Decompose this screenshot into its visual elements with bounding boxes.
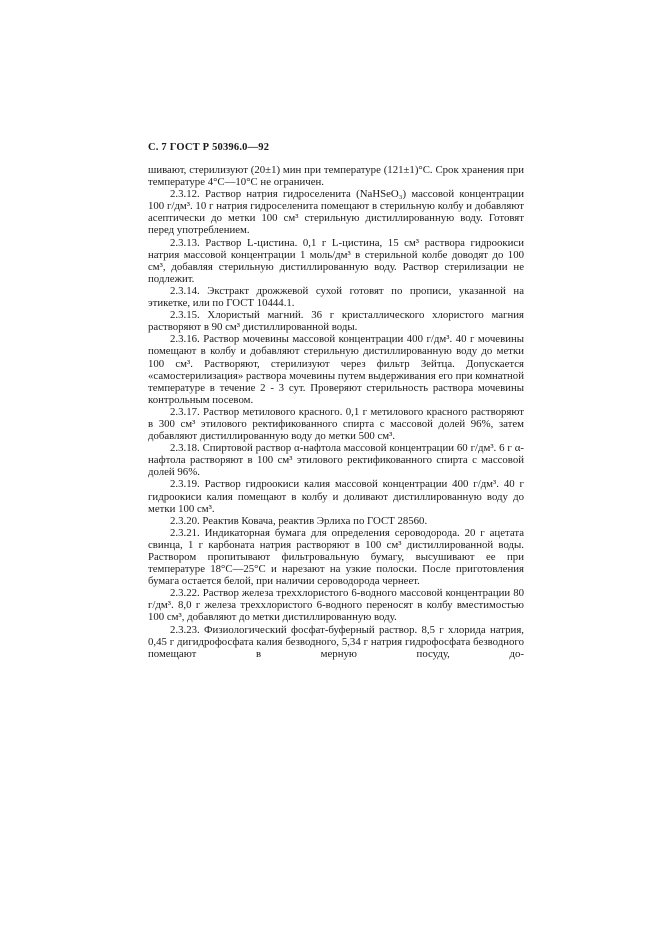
paragraph-2-3-21: 2.3.21. Индикаторная бумага для определения сероводорода. 20 г ацетата свинца, 1 г карбоната натрия растворяют в 100 см³ дистиллированной воды. Раствором пропитывают фильтровальную бумагу, высушивают ее при температуре 18°С—25°С и нарезают на узкие полоски. После приготовления бумага остается белой, при наличии сероводорода чернеет. [148, 526, 524, 588]
paragraph-2-3-19: 2.3.19. Раствор гидроокиси калия массовой концентрации 400 г/дм³. 40 г гидроокиси калия помещают в колбу и доливают дистиллированную воду до метки 100 см³. [148, 478, 524, 515]
paragraph-2-3-23: 2.3.23. Физиологический фосфат-буферный раствор. 8,5 г хлорида натрия, 0,45 г дигидрофосфата калия безводного, 5,34 г натрия гидрофосфата безводного помещают в мерную посуду, до- [148, 623, 524, 660]
paragraph-2-3-17: 2.3.17. Раствор метилового красного. 0,1 г метилового красного растворяют в 300 см³ этилового ректификованного спирта с массовой долей 96%, затем добавляют дистиллированную воду до метки 500 см³. [148, 405, 524, 443]
paragraph-2-3-14: 2.3.14. Экстракт дрожжевой сухой готовят по прописи, указанной на этикетке, или по ГОСТ 10444.1. [148, 284, 524, 310]
paragraph-2-3-20: 2.3.20. Реактив Ковача, реактив Эрлиха по ГОСТ 28560. [170, 514, 428, 527]
document-body [148, 164, 524, 660]
paragraph-2-3-15: 2.3.15. Хлористый магний. 36 г кристаллического хлористого магния растворяют в 90 см³ дистиллированной воды. [148, 309, 524, 334]
paragraph-2-3-18: 2.3.18. Спиртовой раствор α-нафтола массовой концентрации 60 г/дм³. 6 г α-нафтола растворяют в 100 см³ этилового ректификованного спирта с массовой долей 96%. [148, 442, 524, 479]
paragraph-2-3-16: 2.3.16. Раствор мочевины массовой концентрации 400 г/дм³. 40 г мочевины помещают в колбу и добавляют стерильную дистиллированную воду до метки 100 см³. Растворяют, стерилизуют через фильтр Зейтца. Допускается «самостерилизация» раствора мочевины путем выдерживания его при комнатной температуре в течение 2 - 3 сут. Проверяют стерильность раствора мочевины контрольным посевом. [148, 333, 524, 406]
paragraph-continuation: шивают, стерилизуют (20±1) мин при температуре (121±1)°С. Срок хранения при температуре 4°С—10°С не ограничен. [148, 164, 524, 189]
paragraph-2-3-13: 2.3.13. Раствор L-цистина. 0,1 г L-цистина, 15 см³ раствора гидроокиси натрия массовой концентрации 1 моль/дм³ в стерильной колбе доводят до 100 см³, добавляя стерильную дистиллированную воду. Раствор стерилизации не подлежит. [148, 236, 524, 285]
paragraph-2-3-22: 2.3.22. Раствор железа треххлористого 6-водного массовой концентрации 80 г/дм³. 8,0 г железа треххлористого 6-водного переносят в колбу вместимостью 100 см³, добавляют до метки дистиллированную воду. [148, 587, 524, 624]
page-header: С. 7 ГОСТ Р 50396.0—92 [148, 142, 270, 153]
paragraph-2-3-12: 2.3.12. Раствор натрия гидроселенита (NaHSeO₃) массовой концентрации 100 г/дм³. 10 г натрия гидроселенита помещают в стерильную колбу и добавляют асептически до метки 100 см³ стерильную дистиллированную воду. Готовят перед употреблением. [148, 188, 524, 237]
